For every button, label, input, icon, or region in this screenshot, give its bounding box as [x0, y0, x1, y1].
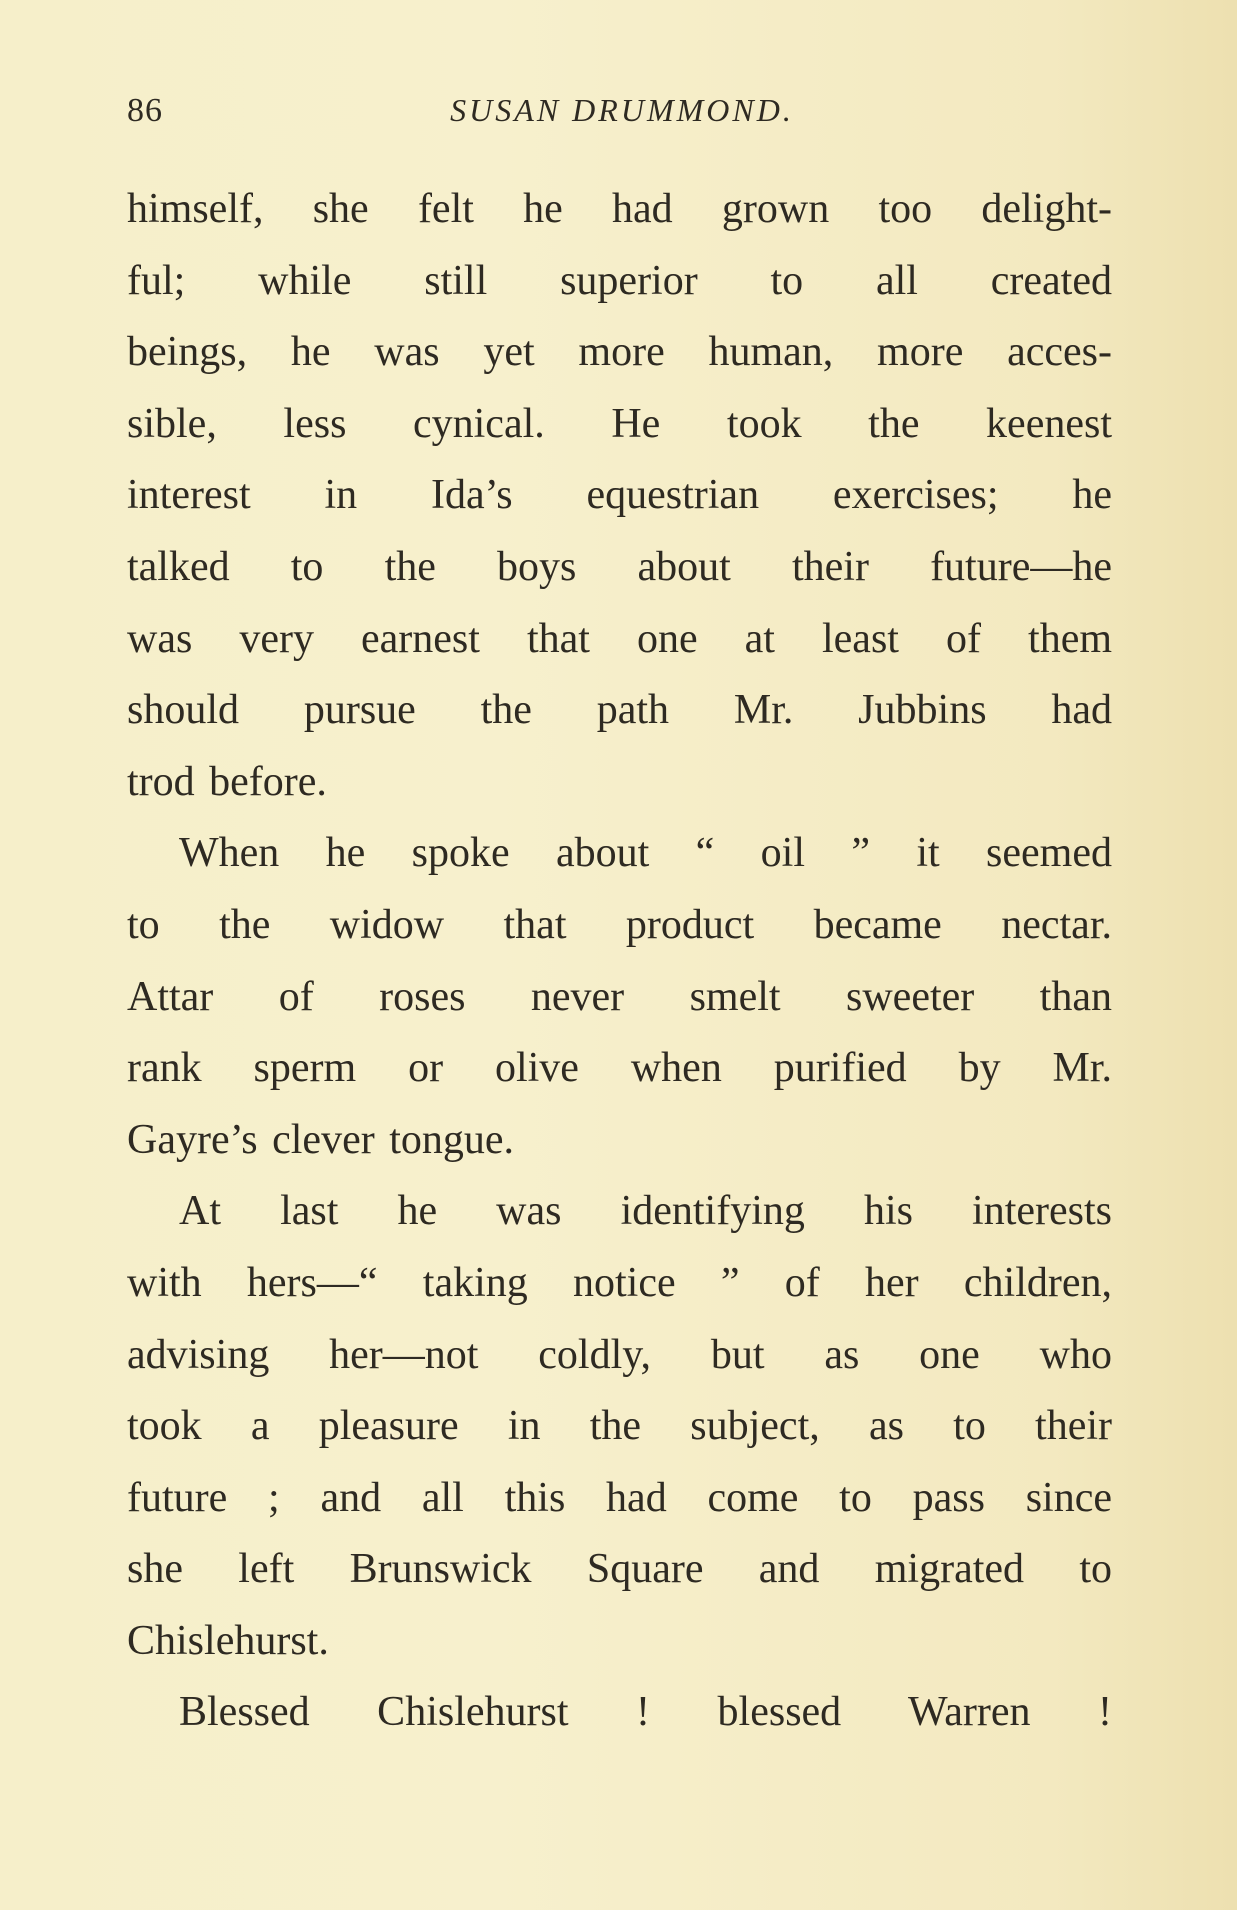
text-line: ful; while still superior to all created	[127, 257, 1112, 304]
text-line: with hers—“ taking notice ” of her children,	[127, 1259, 1112, 1306]
body-text	[127, 174, 1112, 1749]
text-line: took a pleasure in the subject, as to their	[127, 1403, 1112, 1450]
text-line: talked to the boys about their future—he	[127, 543, 1112, 590]
text-line: When he spoke about “ oil ” it seemed	[179, 830, 1112, 877]
text-line: Attar of roses never smelt sweeter than	[127, 973, 1112, 1020]
text-line: Chislehurst.	[127, 1617, 329, 1664]
text-line: future ; and all this had come to pass since	[127, 1474, 1112, 1521]
text-line: beings, he was yet more human, more acces-	[127, 329, 1112, 376]
text-line: interest in Ida’s equestrian exercises; he	[127, 472, 1112, 519]
text-line: Gayre’s clever tongue.	[127, 1116, 515, 1163]
text-line: was very earnest that one at least of them	[127, 615, 1112, 662]
running-title: SUSAN DRUMMOND.	[450, 92, 794, 128]
text-line: advising her—not coldly, but as one who	[127, 1331, 1112, 1378]
text-line: to the widow that product became nectar.	[127, 901, 1112, 948]
page-header	[127, 92, 1117, 138]
text-line: At last he was identifying his interests	[179, 1188, 1112, 1235]
text-line: rank sperm or olive when purified by Mr.	[127, 1045, 1112, 1092]
text-line: should pursue the path Mr. Jubbins had	[127, 687, 1112, 734]
page-number: 86	[127, 92, 163, 129]
text-line: trod before.	[127, 758, 327, 805]
text-line: she left Brunswick Square and migrated to	[127, 1546, 1112, 1593]
text-line: himself, she felt he had grown too delight-	[127, 186, 1112, 232]
text-line: Blessed Chislehurst ! blessed Warren !	[179, 1689, 1112, 1736]
text-line: sible, less cynical. He took the keenest	[127, 400, 1112, 447]
